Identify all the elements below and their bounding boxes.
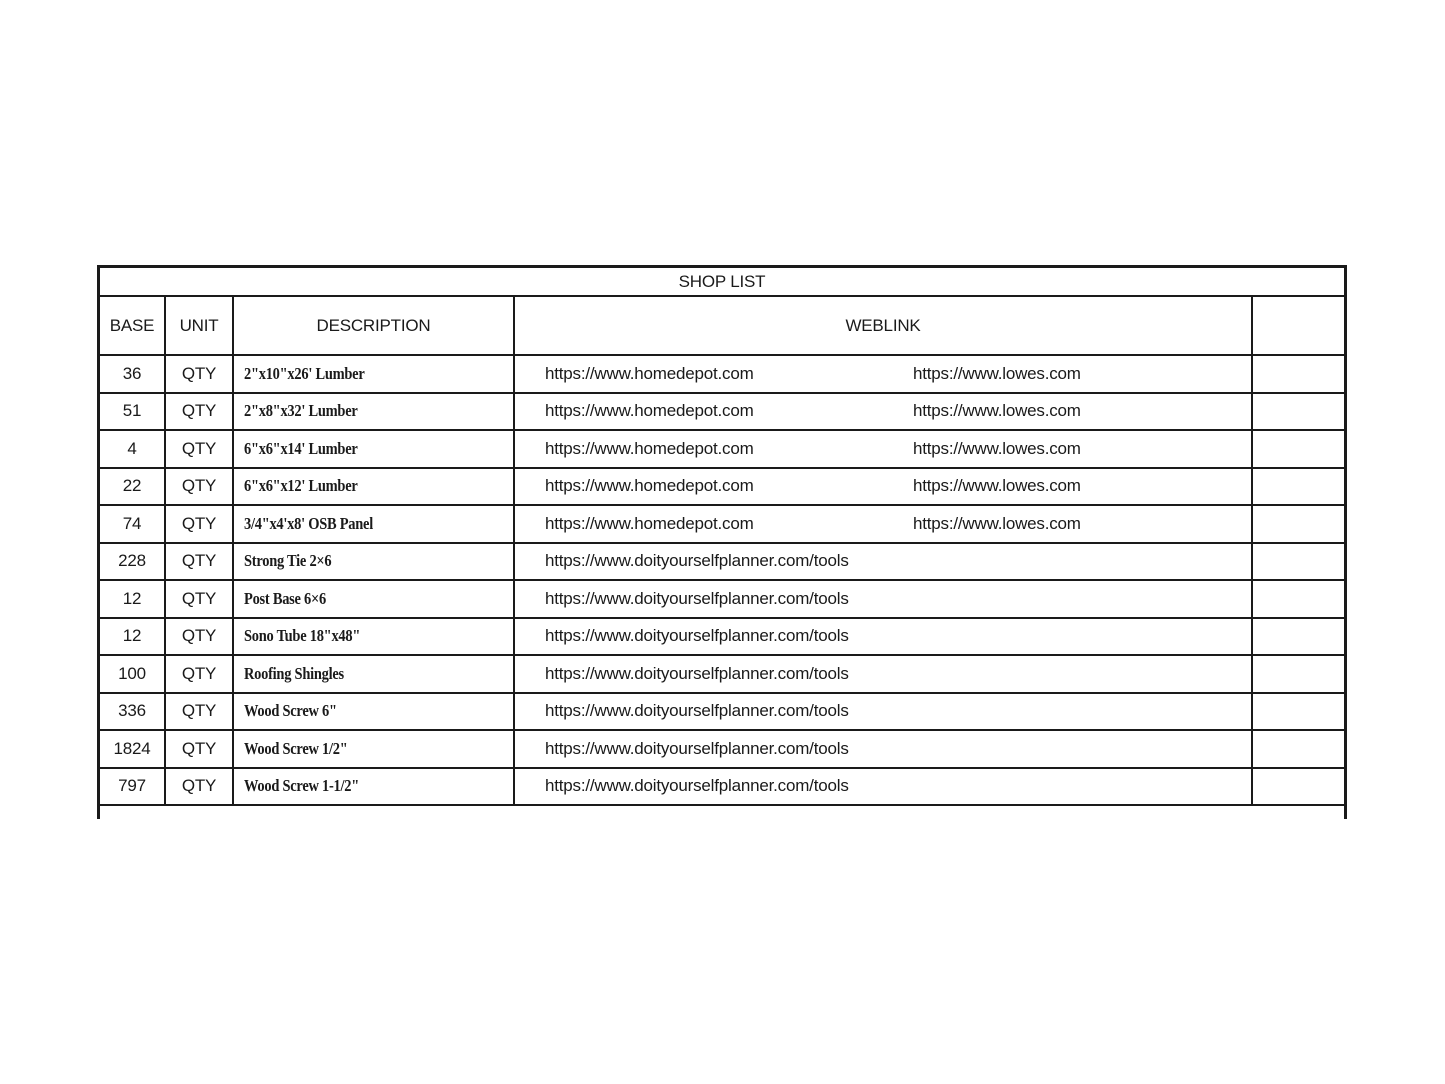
weblink-primary[interactable]: https://www.homedepot.com — [545, 363, 754, 383]
weblink-cell — [515, 581, 1253, 617]
empty-cell — [1253, 619, 1344, 655]
base-cell: 1824 — [100, 731, 166, 767]
empty-cell — [1253, 431, 1344, 467]
weblink-primary[interactable]: https://www.homedepot.com — [545, 438, 754, 458]
weblink-primary[interactable]: https://www.doityourselfplanner.com/tools — [545, 551, 849, 571]
weblink-primary[interactable]: https://www.doityourselfplanner.com/tools — [545, 588, 849, 608]
base-cell: 797 — [100, 769, 166, 805]
base-cell: 228 — [100, 544, 166, 580]
weblink-primary[interactable]: https://www.doityourselfplanner.com/tools — [545, 663, 849, 683]
base-cell: 22 — [100, 469, 166, 505]
header-empty — [1253, 297, 1344, 354]
table-row — [100, 581, 1344, 619]
unit-cell: QTY — [166, 469, 234, 505]
weblink-cell — [515, 394, 1253, 430]
description-cell — [234, 544, 515, 580]
unit-cell: QTY — [166, 656, 234, 692]
table-header-row — [100, 297, 1344, 356]
weblink-cell — [515, 731, 1253, 767]
empty-cell — [1253, 581, 1344, 617]
description-cell — [234, 656, 515, 692]
base-cell: 100 — [100, 656, 166, 692]
empty-cell — [1253, 506, 1344, 542]
description-text: Post Base 6×6 — [244, 588, 326, 608]
weblink-secondary[interactable]: https://www.lowes.com — [913, 476, 1081, 496]
weblink-primary[interactable]: https://www.doityourselfplanner.com/tools — [545, 626, 849, 646]
weblink-cell — [515, 469, 1253, 505]
description-cell — [234, 469, 515, 505]
table-title-row — [100, 268, 1344, 297]
table-row — [100, 656, 1344, 694]
description-cell — [234, 431, 515, 467]
weblink-primary[interactable]: https://www.homedepot.com — [545, 401, 754, 421]
weblink-secondary[interactable]: https://www.lowes.com — [913, 513, 1081, 533]
header-unit: UNIT — [166, 297, 234, 354]
table-row — [100, 731, 1344, 769]
weblink-cell — [515, 356, 1253, 392]
weblink-cell — [515, 619, 1253, 655]
table-row — [100, 694, 1344, 732]
unit-cell: QTY — [166, 544, 234, 580]
base-cell: 336 — [100, 694, 166, 730]
description-text: 6"x6"x14' Lumber — [244, 438, 358, 458]
unit-cell: QTY — [166, 694, 234, 730]
header-weblink: WEBLINK — [515, 297, 1253, 354]
weblink-cell — [515, 506, 1253, 542]
empty-cell — [1253, 656, 1344, 692]
table-row — [100, 356, 1344, 394]
unit-cell: QTY — [166, 581, 234, 617]
description-cell — [234, 356, 515, 392]
description-text: Roofing Shingles — [244, 663, 344, 683]
weblink-secondary[interactable]: https://www.lowes.com — [913, 401, 1081, 421]
base-cell: 4 — [100, 431, 166, 467]
weblink-cell — [515, 656, 1253, 692]
cutoff-empty-row — [100, 806, 1344, 819]
unit-cell: QTY — [166, 394, 234, 430]
table-row — [100, 394, 1344, 432]
description-cell — [234, 619, 515, 655]
base-cell: 12 — [100, 581, 166, 617]
weblink-cell — [515, 769, 1253, 805]
table-row — [100, 544, 1344, 582]
empty-cell — [1253, 394, 1344, 430]
base-cell: 74 — [100, 506, 166, 542]
empty-cell — [1253, 469, 1344, 505]
weblink-secondary[interactable]: https://www.lowes.com — [913, 438, 1081, 458]
unit-cell: QTY — [166, 431, 234, 467]
table-title: SHOP LIST — [678, 271, 766, 291]
description-cell — [234, 694, 515, 730]
weblink-primary[interactable]: https://www.doityourselfplanner.com/tools — [545, 701, 849, 721]
empty-cell — [1253, 769, 1344, 805]
weblink-primary[interactable]: https://www.homedepot.com — [545, 476, 754, 496]
table-row — [100, 619, 1344, 657]
base-cell: 51 — [100, 394, 166, 430]
weblink-cell — [515, 431, 1253, 467]
description-cell — [234, 394, 515, 430]
weblink-cell — [515, 694, 1253, 730]
base-cell: 36 — [100, 356, 166, 392]
empty-cell — [1253, 356, 1344, 392]
weblink-primary[interactable]: https://www.doityourselfplanner.com/tools — [545, 776, 849, 796]
description-cell — [234, 769, 515, 805]
empty-cell — [1253, 694, 1344, 730]
weblink-cell — [515, 544, 1253, 580]
weblink-primary[interactable]: https://www.doityourselfplanner.com/tools — [545, 738, 849, 758]
table-row — [100, 506, 1344, 544]
unit-cell: QTY — [166, 769, 234, 805]
unit-cell: QTY — [166, 356, 234, 392]
unit-cell: QTY — [166, 619, 234, 655]
weblink-primary[interactable]: https://www.homedepot.com — [545, 513, 754, 533]
description-text: 2"x10"x26' Lumber — [244, 363, 365, 383]
description-text: Wood Screw 1-1/2" — [244, 776, 360, 796]
unit-cell: QTY — [166, 506, 234, 542]
description-cell — [234, 506, 515, 542]
shop-list-table — [97, 265, 1347, 819]
description-text: Strong Tie 2×6 — [244, 551, 332, 571]
header-description: DESCRIPTION — [234, 297, 515, 354]
header-base: BASE — [100, 297, 166, 354]
unit-cell: QTY — [166, 731, 234, 767]
description-text: 3/4"x4'x8' OSB Panel — [244, 513, 373, 533]
description-text: 6"x6"x12' Lumber — [244, 476, 358, 496]
weblink-secondary[interactable]: https://www.lowes.com — [913, 363, 1081, 383]
empty-cell — [1253, 731, 1344, 767]
description-cell — [234, 581, 515, 617]
description-text: 2"x8"x32' Lumber — [244, 401, 358, 421]
description-text: Wood Screw 6" — [244, 701, 337, 721]
table-row — [100, 469, 1344, 507]
base-cell: 12 — [100, 619, 166, 655]
description-text: Sono Tube 18"x48" — [244, 626, 361, 646]
table-row — [100, 431, 1344, 469]
description-cell — [234, 731, 515, 767]
description-text: Wood Screw 1/2" — [244, 738, 348, 758]
empty-cell — [1253, 544, 1344, 580]
table-row — [100, 769, 1344, 807]
